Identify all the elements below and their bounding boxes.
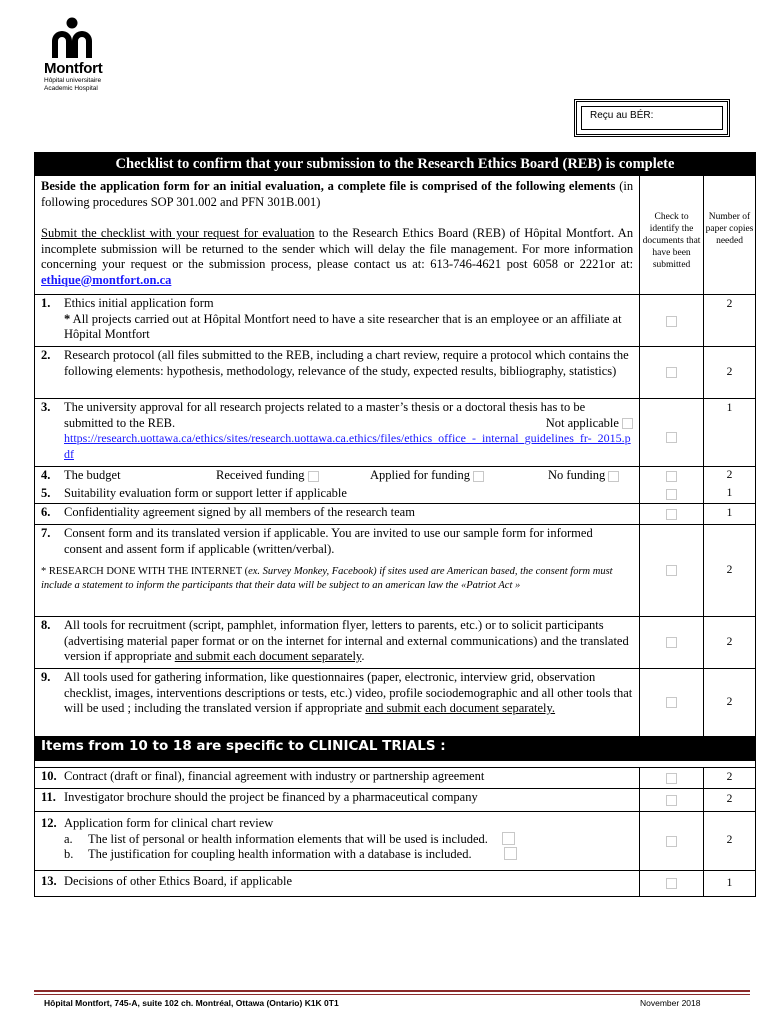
item-text: The budget [64,468,121,482]
intro-bold: Beside the application form for an initial evaluation, a complete file is comprised of the following elements [41,179,616,193]
table-row [35,399,756,467]
item-text: Investigator brochure should the project be financed by a pharmaceutical company [64,790,478,804]
copies-count: 2 [704,525,756,617]
logo-name: Montfort [44,60,103,77]
sub-item-label: b. [64,847,74,861]
item-note: All projects carried out at Hôpital Montfort need to have a site researcher that is an employee or an affiliate at Hôpital Montfort [64,311,622,341]
item-number: 1. [41,296,51,310]
item-text: Consent form and its translated version if applicable. You are invited to use our sample form for informed consent and assent form if applicable (written/verbal). [64,526,593,556]
received-field[interactable]: Reçu au BÉR: [581,106,723,130]
applied-funding-checkbox[interactable] [473,471,484,482]
table-row [35,525,756,617]
clinical-trials-section-header: Items from 10 to 18 are specific to CLINICAL TRIALS : [35,737,756,761]
received-funding-checkbox[interactable] [308,471,319,482]
internet-research-note: * RESEARCH DONE WITH THE INTERNET (ex. Survey Monkey, Facebook) if sites used are American based, the consent form must include a statement to inform the participants that their data will be subject to an american law the «Patriot Act » [41,566,613,591]
copies-count: 2 [704,467,756,486]
logo-subtitle-en: Academic Hospital [44,84,98,92]
item-number: 11. [41,790,56,804]
copies-count: 2 [704,768,756,789]
intro-submit-underlined: Submit the checklist with your request for evaluation [41,226,315,240]
item-text: Application form for clinical chart review [64,816,274,830]
table-row [35,467,756,486]
table-row [35,669,756,737]
checklist-title: Checklist to confirm that your submission to the Research Ethics Board (REB) is complete [35,153,756,176]
email-link[interactable]: ethique@montfort.on.ca [41,272,172,287]
item-number: 7. [41,526,51,540]
item-text: Decisions of other Ethics Board, if applicable [64,874,293,888]
checkbox-item-11[interactable] [666,795,677,806]
item-text: All tools used for gathering information, like questionnaires (paper, electronic, interview grid, observation checklist, images, interventions descriptions or tests, etc.) video, profile sociodemographic and all other tools that will be used ; including the translated version if appropriate [64,670,633,715]
intro-text [35,176,640,295]
copies-count: 2 [704,789,756,812]
item-number: 3. [41,400,51,414]
checkbox-item-1[interactable] [666,316,677,327]
item-text: Confidentiality agreement signed by all members of the research team [64,505,415,519]
sub-item-label: a. [64,831,73,846]
intro-procedures: (in following procedures SOP 301.002 and PFN 301B.001) [41,179,634,209]
item-number: 5. [41,486,51,500]
no-funding-label: No funding [548,468,606,482]
checkbox-item-10[interactable] [666,773,677,784]
copies-count: 1 [704,485,756,504]
table-row [35,789,756,812]
checklist-table [34,152,756,897]
copies-count: 1 [704,399,756,467]
no-funding-checkbox[interactable] [608,471,619,482]
table-row [35,295,756,347]
sub-item-text: The justification for coupling health information with a database is included. [88,847,472,861]
table-row [35,485,756,504]
item-number: 6. [41,505,51,519]
item-number: 4. [41,468,51,482]
copies-count: 2 [704,347,756,399]
table-row [35,504,756,525]
received-funding-label: Received funding [216,468,305,482]
not-applicable-label: Not applicable [545,415,619,430]
checkbox-item-8[interactable] [666,637,677,648]
logo-subtitle-fr: Hôpital universitaire [44,77,102,84]
table-row [35,768,756,789]
not-applicable-checkbox[interactable] [622,418,633,429]
footer-divider [34,990,750,992]
item-text: All tools for recruitment (script, pamphlet, information flyer, letters to parents, etc.) or to solicit participants (advertising material paper format or on the internet for internal and external communications) and the translated version if appropriate [64,618,629,663]
intro-submit-text: to the Research Ethics Board (REB) of Hôpital Montfort. An incomplete submission will be returned to the sender which will delay the file management. For more information concerning your request or the submission process, please contact us at: 613-746-4621 post 6058 or 2221or at: [41,226,634,271]
copies-count: 1 [704,504,756,525]
item-number: 8. [41,618,51,632]
checkbox-item-9[interactable] [666,697,677,708]
asterisk: * [64,311,71,326]
item-text: Contract (draft or final), financial agreement with industry or partnership agreement [64,769,485,783]
checkbox-item-6[interactable] [666,509,677,520]
sub-item-text: The list of personal or health information elements that will be used is included. [88,831,488,846]
checkbox-item-7[interactable] [666,565,677,576]
copies-count: 2 [704,669,756,737]
item-number: 9. [41,670,51,684]
hospital-logo-icon [44,16,102,58]
checkbox-item-12a[interactable] [502,832,515,845]
copies-count: 2 [704,617,756,669]
item-number: 10. [41,769,57,783]
copies-count: 1 [704,871,756,897]
column-header-check: Check to identify the documents that have been submitted [640,176,704,295]
received-stamp-box [574,99,730,137]
item-underlined-text: and submit each document separately. [365,701,556,715]
guidelines-link[interactable]: https://research.uottawa.ca/ethics/sites/research.uottawa.ca.ethics/files/ethics_office_-_internal_guidelines_fr-_2015.pdf [64,431,631,461]
table-row [35,871,756,897]
table-row [35,617,756,669]
column-header-copies: Number of paper copies needed [704,176,756,295]
footer-address: Hôpital Montfort, 745-A, suite 102 ch. Montréal, Ottawa (Ontario) K1K 0T1 [44,998,339,1008]
item-text: Research protocol (all files submitted to the REB, including a chart review, require a protocol which contains the following elements: hypothesis, methodology, relevance of the study, expected results, bibliography, statistics) [64,348,629,378]
copies-count: 2 [704,812,756,871]
table-row [35,347,756,399]
item-number: 13. [41,874,57,888]
checkbox-item-12b[interactable] [504,847,517,860]
applied-funding-label: Applied for funding [370,468,470,482]
item-number: 12. [41,816,57,830]
item-text: The university approval for all research projects related to a master’s thesis or a doctoral thesis has to be submitted to the REB. [64,400,586,430]
checkbox-item-2[interactable] [666,367,677,378]
montfort-logo [44,16,124,92]
item-underlined-text: and submit each document separately [174,649,362,663]
item-text-end: . [361,649,365,663]
copies-count: 2 [704,295,756,347]
footer-date: November 2018 [640,998,701,1008]
checkbox-item-3[interactable] [666,432,677,443]
checkbox-item-5[interactable] [666,489,677,500]
checkbox-item-13[interactable] [666,878,677,889]
item-text: Suitability evaluation form or support letter if applicable [64,486,347,500]
item-number: 2. [41,348,51,362]
checkbox-item-4[interactable] [666,471,677,482]
table-row [35,812,756,871]
checkbox-item-12[interactable] [666,836,677,847]
footer-divider-thin [34,994,750,995]
item-text: Ethics initial application form [64,296,214,310]
